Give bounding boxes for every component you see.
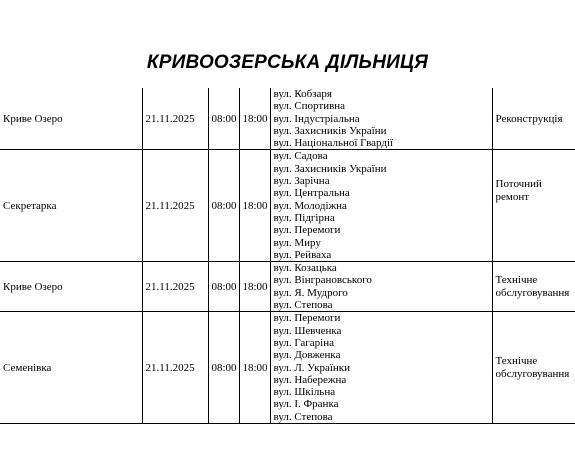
outage-schedule-table bbox=[0, 88, 575, 424]
streets-cell bbox=[270, 262, 492, 312]
date-cell: 21.11.2025 bbox=[142, 312, 208, 424]
street-item: вул. Захисників України bbox=[273, 162, 387, 175]
locality-cell: Криве Озеро bbox=[0, 262, 142, 312]
street-item: вул. Кобзаря bbox=[273, 88, 332, 100]
street-item: вул. Гагаріна bbox=[273, 336, 335, 349]
start-time-cell: 08:00 bbox=[208, 262, 239, 312]
work-type-cell: Поточний ремонт bbox=[492, 150, 575, 262]
street-item: вул. Степова bbox=[273, 299, 333, 312]
table-row bbox=[0, 88, 575, 150]
table-row bbox=[0, 312, 575, 424]
street-item: вул. Перемоги bbox=[273, 224, 341, 237]
section-title: КРИВООЗЕРСЬКА ДІЛЬНИЦЯ bbox=[146, 52, 429, 73]
start-time-cell: 08:00 bbox=[208, 312, 239, 424]
street-item: вул. Довженка bbox=[273, 349, 341, 362]
streets-cell bbox=[270, 312, 492, 424]
end-time-cell: 18:00 bbox=[239, 150, 270, 262]
table-row bbox=[0, 262, 575, 312]
street-item: вул. Вінграновського bbox=[273, 274, 372, 287]
street-item: вул. Перемоги bbox=[273, 312, 341, 325]
date-cell: 21.11.2025 bbox=[142, 88, 208, 150]
street-item: вул. Шкільна bbox=[273, 386, 336, 399]
locality-cell: Секретарка bbox=[0, 150, 142, 262]
street-item: вул. Шевченка bbox=[273, 324, 342, 337]
streets-cell bbox=[270, 150, 492, 262]
street-item: вул. Молодіжна bbox=[273, 199, 347, 212]
street-item: вул. Садова bbox=[273, 150, 328, 163]
work-type-cell: Технічне обслуговування bbox=[492, 312, 575, 424]
street-item: вул. Центральна bbox=[273, 187, 350, 200]
street-item: вул. Захисників України bbox=[273, 124, 387, 137]
date-cell: 21.11.2025 bbox=[142, 150, 208, 262]
street-item: вул. Національної Гвардії bbox=[273, 137, 394, 150]
start-time-cell: 08:00 bbox=[208, 150, 239, 262]
start-time-cell: 08:00 bbox=[208, 88, 239, 150]
street-item: вул. Степова bbox=[273, 410, 333, 423]
streets-cell bbox=[270, 88, 492, 150]
street-item: вул. Козацька bbox=[273, 262, 337, 275]
date-cell: 21.11.2025 bbox=[142, 262, 208, 312]
street-item: вул. Л. Українки bbox=[273, 361, 351, 374]
locality-cell: Криве Озеро bbox=[0, 88, 142, 150]
work-type-cell: Технічне обслуговування bbox=[492, 262, 575, 312]
end-time-cell: 18:00 bbox=[239, 88, 270, 150]
end-time-cell: 18:00 bbox=[239, 312, 270, 424]
street-item: вул. Індустріальна bbox=[273, 112, 360, 125]
street-item: вул. Я. Мудрого bbox=[273, 286, 348, 299]
table-row bbox=[0, 150, 575, 262]
end-time-cell: 18:00 bbox=[239, 262, 270, 312]
street-item: вул. Спортивна bbox=[273, 100, 346, 113]
street-item: вул. Миру bbox=[273, 236, 321, 249]
street-item: вул. Зарічна bbox=[273, 175, 330, 188]
street-item: вул. Набережна bbox=[273, 373, 347, 386]
locality-cell: Семенівка bbox=[0, 312, 142, 424]
street-item: вул. Підгірна bbox=[273, 211, 335, 224]
street-item: вул. І. Франка bbox=[273, 398, 339, 411]
street-item: вул. Рейваха bbox=[273, 248, 332, 261]
work-type-cell: Реконструкція bbox=[492, 88, 575, 150]
